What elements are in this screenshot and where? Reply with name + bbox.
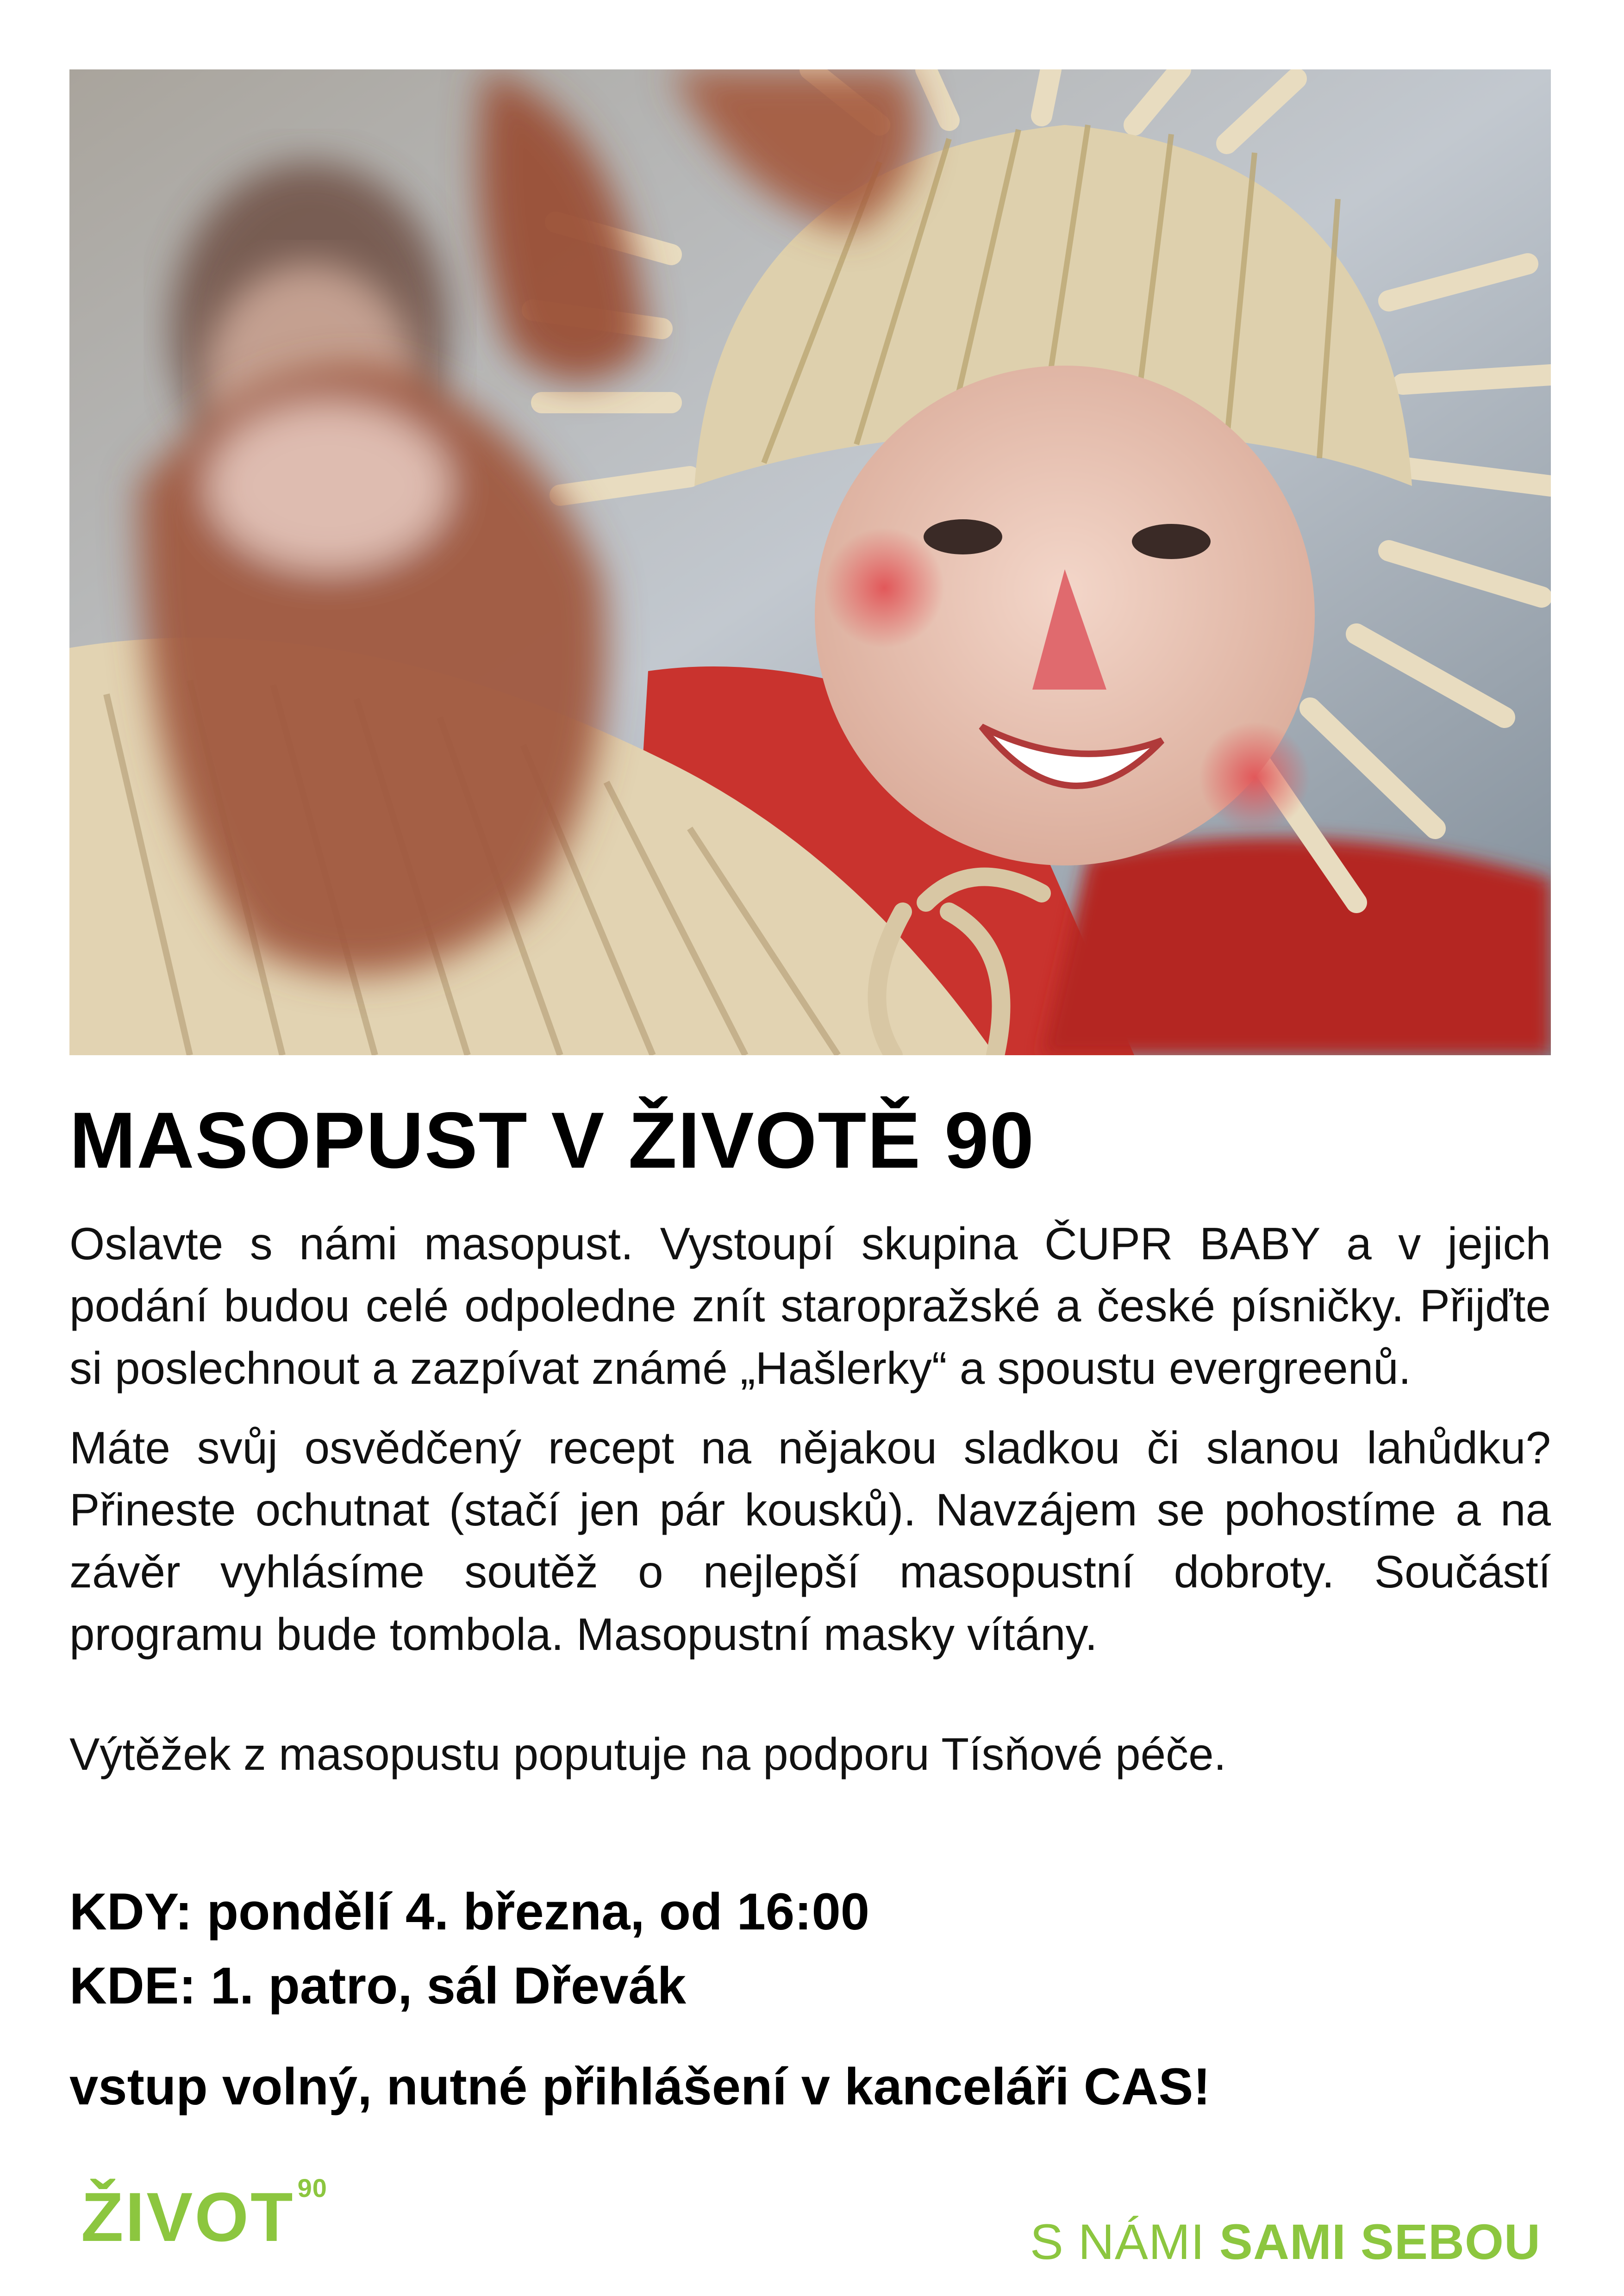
description-paragraph-3: Výtěžek z masopustu poputuje na podporu Tísňové péče. — [69, 1728, 1226, 1780]
event-photo — [69, 69, 1551, 1055]
event-when: KDY: pondělí 4. března, od 16:00 — [69, 1883, 870, 1941]
photo-illustration — [69, 69, 1551, 1055]
description-paragraph-1: Oslavte s námi masopust. Vystoupí skupina ČUPR BABY a v jejich podání budou celé odpoledne znít staropražské a české písničky. Přijďte si poslechnout a zazpívat známé „Hašlerky“ a spoustu evergreenů. — [69, 1218, 1551, 1394]
event-notice: vstup volný, nutné přihlášení v kanceláři CAS! — [69, 2058, 1211, 2116]
slogan — [1030, 2214, 1541, 2270]
event-details — [69, 1883, 1551, 2135]
logo-superscript: 90 — [297, 2173, 327, 2203]
event-description — [69, 1213, 1551, 1785]
logo-word: ŽIVOT — [81, 2178, 295, 2256]
slogan-light: S NÁMI — [1030, 2214, 1219, 2270]
zivot90-logo — [81, 2173, 327, 2265]
description-paragraph-2: Máte svůj osvědčený recept na nějakou sladkou či slanou lahůdku? Přineste ochutnat (stačí jen pár kousků). Navzájem se pohostíme a na závěr vyhlásíme soutěž o nejlepší masopustní dobroty. Součástí programu bude tombola. Masopustní masky vítány. — [69, 1422, 1551, 1660]
event-title: MASOPUST V ŽIVOTĚ 90 — [69, 1096, 1035, 1185]
event-where: KDE: 1. patro, sál Dřevák — [69, 1957, 687, 2015]
slogan-bold: SAMI SEBOU — [1219, 2214, 1541, 2270]
